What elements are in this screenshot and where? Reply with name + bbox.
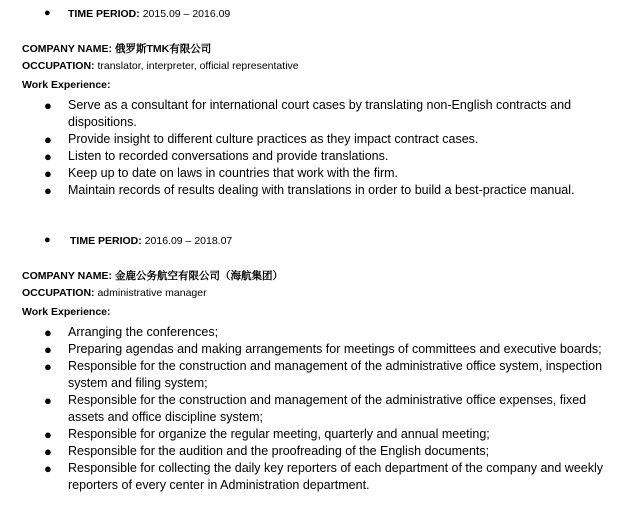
bullet-icon: ● bbox=[44, 234, 51, 246]
bullet-icon: ● bbox=[44, 183, 52, 198]
work-experience-heading bbox=[22, 306, 111, 318]
duty-text: Keep up to date on laws in countries that work with the firm. bbox=[68, 166, 399, 180]
work-experience-label: Work Experience: bbox=[22, 79, 111, 91]
list-item bbox=[0, 358, 608, 392]
bullet-icon: ● bbox=[44, 7, 51, 19]
list-item bbox=[0, 443, 608, 460]
company-label: COMPANY NAME: bbox=[22, 43, 113, 55]
duty-text: Responsible for the audition and the proofreading of the English documents; bbox=[68, 444, 490, 458]
time-period-value: 2016.09 – 2018.07 bbox=[144, 235, 233, 247]
duty-text: Listen to recorded conversations and provide translations. bbox=[68, 149, 389, 163]
duties-list bbox=[0, 324, 608, 494]
duty-text: Maintain records of results dealing with translations in order to build a best-practice manual. bbox=[68, 183, 575, 197]
duty-text: Arranging the conferences; bbox=[68, 325, 219, 339]
list-item bbox=[0, 426, 608, 443]
duty-text: Responsible for the construction and management of the administrative office system, inspection system and filing system; bbox=[68, 359, 603, 390]
list-item bbox=[0, 97, 608, 131]
company-value: 俄罗斯TMK有限公司 bbox=[114, 43, 212, 55]
list-item bbox=[0, 182, 608, 199]
time-period-line bbox=[44, 8, 230, 20]
company-value: 金鹿公务航空有限公司（海航集团） bbox=[114, 270, 283, 282]
list-item bbox=[0, 324, 608, 341]
bullet-icon: ● bbox=[44, 166, 52, 181]
occupation-line bbox=[22, 287, 207, 299]
list-item bbox=[0, 341, 608, 358]
duty-text: Responsible for the construction and management of the administrative office expenses, fixed assets and office discipline system; bbox=[68, 393, 587, 424]
list-item bbox=[0, 392, 608, 426]
occupation-value: translator, interpreter, official representative bbox=[97, 60, 299, 72]
bullet-icon: ● bbox=[44, 444, 52, 459]
bullet-icon: ● bbox=[44, 132, 52, 147]
time-period-value: 2015.09 – 2016.09 bbox=[142, 8, 231, 20]
occupation-line bbox=[22, 60, 299, 72]
duty-text: Preparing agendas and making arrangements for meetings of committees and executive boards; bbox=[68, 342, 602, 356]
time-period-line bbox=[44, 235, 232, 247]
bullet-icon: ● bbox=[44, 393, 52, 408]
bullet-icon: ● bbox=[44, 98, 52, 113]
bullet-icon: ● bbox=[44, 461, 52, 476]
work-experience-heading bbox=[22, 79, 111, 91]
duties-list bbox=[0, 97, 608, 199]
company-line bbox=[22, 268, 283, 283]
occupation-value: administrative manager bbox=[97, 287, 207, 299]
bullet-icon: ● bbox=[44, 149, 52, 164]
time-period-label: TIME PERIOD: bbox=[70, 235, 142, 247]
list-item bbox=[0, 165, 608, 182]
bullet-icon: ● bbox=[44, 325, 52, 340]
duty-text: Responsible for organize the regular meeting, quarterly and annual meeting; bbox=[68, 427, 490, 441]
occupation-label: OCCUPATION: bbox=[22, 287, 95, 299]
bullet-icon: ● bbox=[44, 342, 52, 357]
list-item bbox=[0, 148, 608, 165]
company-label: COMPANY NAME: bbox=[22, 270, 113, 282]
duty-text: Responsible for collecting the daily key reporters of each department of the company and weekly reporters of every center in Administration department. bbox=[68, 461, 604, 492]
time-period-label: TIME PERIOD: bbox=[68, 8, 140, 20]
company-line bbox=[22, 41, 211, 56]
bullet-icon: ● bbox=[44, 359, 52, 374]
list-item bbox=[0, 460, 608, 494]
duty-text: Serve as a consultant for international court cases by translating non-English contracts and dispositions. bbox=[68, 98, 572, 129]
bullet-icon: ● bbox=[44, 427, 52, 442]
occupation-label: OCCUPATION: bbox=[22, 60, 95, 72]
duty-text: Provide insight to different culture practices as they impact contract cases. bbox=[68, 132, 479, 146]
work-experience-label: Work Experience: bbox=[22, 306, 111, 318]
list-item bbox=[0, 131, 608, 148]
